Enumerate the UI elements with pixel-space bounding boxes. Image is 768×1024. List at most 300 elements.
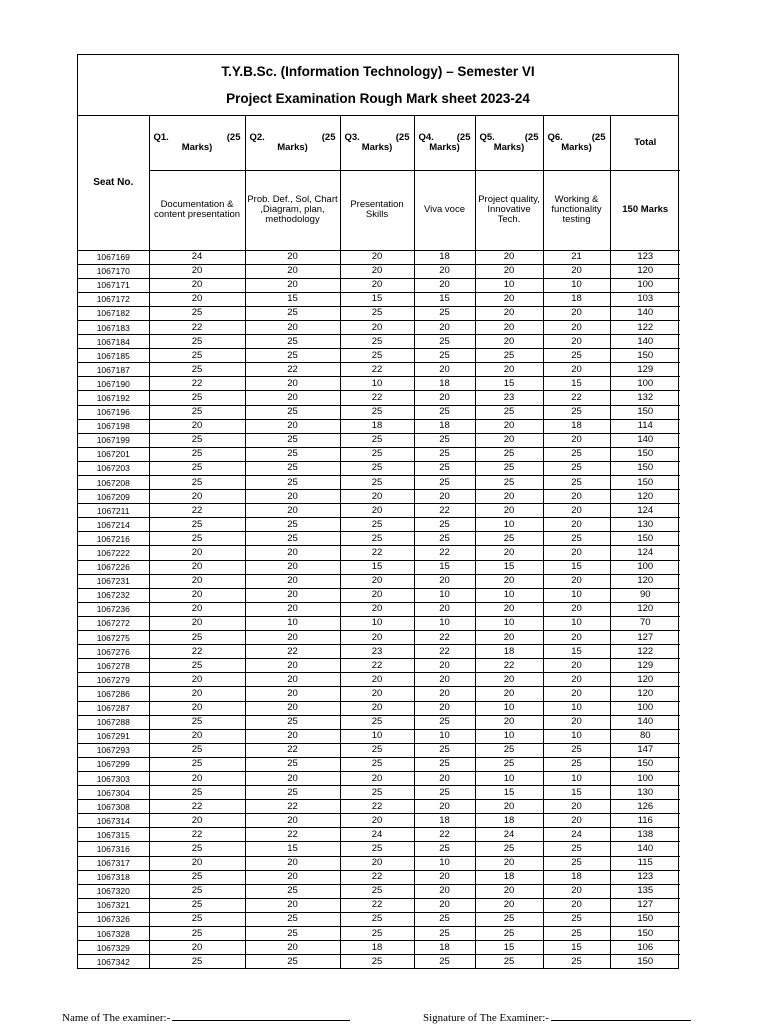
q5-cell: 25 bbox=[475, 743, 543, 757]
q4-cell: 10 bbox=[414, 856, 475, 870]
total-cell: 150 bbox=[610, 447, 680, 461]
seat-no-cell: 1067275 bbox=[78, 631, 149, 645]
seat-no-cell: 1067276 bbox=[78, 645, 149, 659]
q4-cell: 15 bbox=[414, 292, 475, 306]
q4-cell: 25 bbox=[414, 532, 475, 546]
seat-no-cell: 1067293 bbox=[78, 743, 149, 757]
q5-marks-unit: Marks) bbox=[493, 141, 525, 153]
q1-cell: 25 bbox=[149, 659, 245, 673]
q5-cell: 20 bbox=[475, 433, 543, 447]
q2-cell: 20 bbox=[245, 264, 340, 278]
q1-cell: 25 bbox=[149, 715, 245, 729]
table-row bbox=[78, 743, 680, 757]
table-row bbox=[78, 518, 680, 532]
q2-cell: 25 bbox=[245, 532, 340, 546]
q6-cell: 20 bbox=[543, 814, 610, 828]
table-row bbox=[78, 574, 680, 588]
q4-cell: 25 bbox=[414, 518, 475, 532]
table-header bbox=[78, 116, 680, 250]
q6-cell: 10 bbox=[543, 701, 610, 715]
table-body bbox=[78, 250, 680, 968]
q6-cell: 25 bbox=[543, 955, 610, 969]
q5-cell: 25 bbox=[475, 912, 543, 926]
seat-no-cell: 1067192 bbox=[78, 391, 149, 405]
q5-cell: 20 bbox=[475, 306, 543, 320]
q4-cell: 10 bbox=[414, 588, 475, 602]
table-row bbox=[78, 377, 680, 391]
q4-cell: 20 bbox=[414, 264, 475, 278]
q1-cell: 25 bbox=[149, 476, 245, 490]
table-row bbox=[78, 884, 680, 898]
q1-marks: (25 bbox=[226, 131, 241, 143]
q6-cell: 15 bbox=[543, 786, 610, 800]
q2-cell: 25 bbox=[245, 757, 340, 771]
q2-cell: 20 bbox=[245, 490, 340, 504]
q1-cell: 20 bbox=[149, 729, 245, 743]
q2-cell: 25 bbox=[245, 405, 340, 419]
q6-cell: 20 bbox=[543, 504, 610, 518]
q6-cell: 20 bbox=[543, 264, 610, 278]
q2-cell: 22 bbox=[245, 645, 340, 659]
q1-header bbox=[149, 116, 245, 170]
q3-cell: 20 bbox=[340, 490, 414, 504]
seat-no-cell: 1067172 bbox=[78, 292, 149, 306]
total-cell: 123 bbox=[610, 870, 680, 884]
table-row bbox=[78, 941, 680, 955]
q3-cell: 20 bbox=[340, 264, 414, 278]
q5-cell: 20 bbox=[475, 264, 543, 278]
sheet-subtitle: Project Examination Rough Mark sheet 2023-24 bbox=[226, 91, 530, 106]
q1-cell: 22 bbox=[149, 504, 245, 518]
q3-cell: 20 bbox=[340, 673, 414, 687]
q2-cell: 20 bbox=[245, 898, 340, 912]
q3-cell: 20 bbox=[340, 602, 414, 616]
q6-cell: 25 bbox=[543, 349, 610, 363]
q4-cell: 22 bbox=[414, 828, 475, 842]
q2-cell: 25 bbox=[245, 884, 340, 898]
q6-cell: 20 bbox=[543, 800, 610, 814]
q3-cell: 20 bbox=[340, 771, 414, 785]
q2-marks-unit: Marks) bbox=[277, 141, 308, 153]
q4-cell: 20 bbox=[414, 391, 475, 405]
table-row bbox=[78, 391, 680, 405]
q5-cell: 20 bbox=[475, 419, 543, 433]
seat-no-cell: 1067318 bbox=[78, 870, 149, 884]
q1-cell: 20 bbox=[149, 264, 245, 278]
seat-no-cell: 1067279 bbox=[78, 673, 149, 687]
table-row bbox=[78, 786, 680, 800]
q2-header bbox=[245, 116, 340, 170]
q6-cell: 18 bbox=[543, 419, 610, 433]
q3-cell: 25 bbox=[340, 447, 414, 461]
total-cell: 147 bbox=[610, 743, 680, 757]
total-cell: 150 bbox=[610, 405, 680, 419]
q5-cell: 20 bbox=[475, 884, 543, 898]
total-cell: 124 bbox=[610, 546, 680, 560]
q5-cell: 25 bbox=[475, 532, 543, 546]
total-cell: 135 bbox=[610, 884, 680, 898]
q2-cell: 20 bbox=[245, 574, 340, 588]
total-cell: 120 bbox=[610, 602, 680, 616]
q1-label: Q1. bbox=[153, 131, 169, 143]
q5-cell: 15 bbox=[475, 560, 543, 574]
q2-cell: 22 bbox=[245, 743, 340, 757]
q6-cell: 20 bbox=[543, 363, 610, 377]
q4-cell: 22 bbox=[414, 631, 475, 645]
q1-cell: 20 bbox=[149, 490, 245, 504]
q4-cell: 10 bbox=[414, 616, 475, 630]
table-row bbox=[78, 588, 680, 602]
q3-cell: 18 bbox=[340, 419, 414, 433]
q3-cell: 22 bbox=[340, 659, 414, 673]
q5-cell: 20 bbox=[475, 335, 543, 349]
q4-cell: 25 bbox=[414, 757, 475, 771]
q1-cell: 25 bbox=[149, 927, 245, 941]
q3-cell: 25 bbox=[340, 842, 414, 856]
q5-cell: 20 bbox=[475, 504, 543, 518]
q4-cell: 25 bbox=[414, 447, 475, 461]
q3-cell: 25 bbox=[340, 757, 414, 771]
q3-cell: 10 bbox=[340, 377, 414, 391]
q1-cell: 25 bbox=[149, 743, 245, 757]
q3-description: Presentation Skills bbox=[340, 170, 414, 250]
q3-cell: 25 bbox=[340, 349, 414, 363]
q6-cell: 15 bbox=[543, 645, 610, 659]
q6-cell: 20 bbox=[543, 715, 610, 729]
q4-cell: 20 bbox=[414, 898, 475, 912]
q5-cell: 10 bbox=[475, 729, 543, 743]
seat-no-cell: 1067170 bbox=[78, 264, 149, 278]
table-row bbox=[78, 490, 680, 504]
q6-cell: 10 bbox=[543, 771, 610, 785]
examiner-name-label: Name of The examiner:- bbox=[62, 1012, 171, 1024]
table-row bbox=[78, 306, 680, 320]
total-cell: 114 bbox=[610, 419, 680, 433]
total-cell: 124 bbox=[610, 504, 680, 518]
q6-cell: 20 bbox=[543, 518, 610, 532]
total-marks-header: 150 Marks bbox=[610, 170, 680, 250]
table-row bbox=[78, 335, 680, 349]
q1-cell: 20 bbox=[149, 941, 245, 955]
seat-no-cell: 1067314 bbox=[78, 814, 149, 828]
q5-cell: 20 bbox=[475, 631, 543, 645]
table-row bbox=[78, 659, 680, 673]
table-row bbox=[78, 616, 680, 630]
q4-cell: 25 bbox=[414, 335, 475, 349]
q4-cell: 18 bbox=[414, 941, 475, 955]
total-cell: 130 bbox=[610, 786, 680, 800]
q2-cell: 20 bbox=[245, 771, 340, 785]
seat-no-cell: 1067272 bbox=[78, 616, 149, 630]
q4-cell: 22 bbox=[414, 546, 475, 560]
total-cell: 120 bbox=[610, 264, 680, 278]
q2-cell: 25 bbox=[245, 927, 340, 941]
q1-cell: 25 bbox=[149, 461, 245, 475]
q4-cell: 22 bbox=[414, 645, 475, 659]
q1-cell: 25 bbox=[149, 631, 245, 645]
seat-no-cell: 1067187 bbox=[78, 363, 149, 377]
q5-label: Q5. bbox=[479, 131, 495, 143]
q2-cell: 25 bbox=[245, 447, 340, 461]
q4-header bbox=[414, 116, 475, 170]
q5-cell: 10 bbox=[475, 771, 543, 785]
seat-no-cell: 1067329 bbox=[78, 941, 149, 955]
q3-marks: (25 bbox=[395, 131, 410, 143]
q1-cell: 20 bbox=[149, 856, 245, 870]
table-row bbox=[78, 828, 680, 842]
table-row bbox=[78, 447, 680, 461]
seat-no-cell: 1067182 bbox=[78, 306, 149, 320]
q2-cell: 20 bbox=[245, 320, 340, 334]
q6-cell: 25 bbox=[543, 476, 610, 490]
q6-cell: 20 bbox=[543, 546, 610, 560]
q1-cell: 25 bbox=[149, 349, 245, 363]
q6-cell: 10 bbox=[543, 729, 610, 743]
seat-no-cell: 1067211 bbox=[78, 504, 149, 518]
q5-cell: 15 bbox=[475, 377, 543, 391]
q3-cell: 25 bbox=[340, 306, 414, 320]
q1-cell: 20 bbox=[149, 292, 245, 306]
q4-cell: 20 bbox=[414, 574, 475, 588]
seat-no-cell: 1067184 bbox=[78, 335, 149, 349]
q3-cell: 25 bbox=[340, 476, 414, 490]
q4-cell: 25 bbox=[414, 349, 475, 363]
q5-cell: 25 bbox=[475, 476, 543, 490]
q1-cell: 25 bbox=[149, 532, 245, 546]
seat-no-cell: 1067287 bbox=[78, 701, 149, 715]
seat-no-cell: 1067304 bbox=[78, 786, 149, 800]
total-cell: 132 bbox=[610, 391, 680, 405]
q2-cell: 22 bbox=[245, 363, 340, 377]
seat-no-cell: 1067291 bbox=[78, 729, 149, 743]
q5-cell: 20 bbox=[475, 673, 543, 687]
seat-no-cell: 1067316 bbox=[78, 842, 149, 856]
q3-cell: 25 bbox=[340, 433, 414, 447]
q3-header bbox=[340, 116, 414, 170]
q5-cell: 25 bbox=[475, 349, 543, 363]
q3-cell: 10 bbox=[340, 616, 414, 630]
total-cell: 116 bbox=[610, 814, 680, 828]
q6-cell: 20 bbox=[543, 320, 610, 334]
table-row bbox=[78, 320, 680, 334]
q2-cell: 25 bbox=[245, 306, 340, 320]
table-row bbox=[78, 405, 680, 419]
q3-cell: 22 bbox=[340, 546, 414, 560]
q5-cell: 18 bbox=[475, 870, 543, 884]
q3-cell: 25 bbox=[340, 335, 414, 349]
q4-cell: 20 bbox=[414, 884, 475, 898]
q4-cell: 18 bbox=[414, 250, 475, 264]
q1-cell: 22 bbox=[149, 800, 245, 814]
total-cell: 115 bbox=[610, 856, 680, 870]
q2-cell: 20 bbox=[245, 814, 340, 828]
seat-no-cell: 1067226 bbox=[78, 560, 149, 574]
table-row bbox=[78, 264, 680, 278]
q6-cell: 15 bbox=[543, 377, 610, 391]
seat-no-cell: 1067208 bbox=[78, 476, 149, 490]
q6-cell: 25 bbox=[543, 927, 610, 941]
q4-cell: 18 bbox=[414, 814, 475, 828]
q6-cell: 25 bbox=[543, 842, 610, 856]
table-row bbox=[78, 856, 680, 870]
q3-cell: 20 bbox=[340, 814, 414, 828]
q6-cell: 21 bbox=[543, 250, 610, 264]
table-row bbox=[78, 870, 680, 884]
table-row bbox=[78, 800, 680, 814]
seat-no-cell: 1067201 bbox=[78, 447, 149, 461]
q5-cell: 25 bbox=[475, 405, 543, 419]
total-cell: 80 bbox=[610, 729, 680, 743]
q4-cell: 20 bbox=[414, 870, 475, 884]
q6-cell: 25 bbox=[543, 912, 610, 926]
q4-label: Q4. bbox=[418, 131, 434, 143]
table-row bbox=[78, 349, 680, 363]
q3-cell: 20 bbox=[340, 701, 414, 715]
q1-cell: 20 bbox=[149, 673, 245, 687]
total-cell: 140 bbox=[610, 842, 680, 856]
q1-marks-unit: Marks) bbox=[181, 141, 213, 153]
q5-cell: 10 bbox=[475, 588, 543, 602]
q4-cell: 25 bbox=[414, 405, 475, 419]
table-row bbox=[78, 701, 680, 715]
seat-no-cell: 1067199 bbox=[78, 433, 149, 447]
q2-cell: 25 bbox=[245, 461, 340, 475]
total-cell: 150 bbox=[610, 349, 680, 363]
q6-cell: 18 bbox=[543, 870, 610, 884]
q2-cell: 20 bbox=[245, 377, 340, 391]
total-cell: 150 bbox=[610, 461, 680, 475]
q3-cell: 20 bbox=[340, 250, 414, 264]
q6-cell: 20 bbox=[543, 433, 610, 447]
total-cell: 150 bbox=[610, 955, 680, 969]
table-row bbox=[78, 292, 680, 306]
q3-cell: 23 bbox=[340, 645, 414, 659]
q6-cell: 24 bbox=[543, 828, 610, 842]
total-cell: 140 bbox=[610, 715, 680, 729]
q4-cell: 20 bbox=[414, 363, 475, 377]
q5-cell: 20 bbox=[475, 898, 543, 912]
table-row bbox=[78, 560, 680, 574]
q2-description: Prob. Def., Sol, Chart ,Diagram, plan, methodology bbox=[245, 170, 340, 250]
q3-cell: 20 bbox=[340, 856, 414, 870]
q3-cell: 25 bbox=[340, 786, 414, 800]
total-cell: 100 bbox=[610, 377, 680, 391]
table-row bbox=[78, 476, 680, 490]
q6-label: Q6. bbox=[547, 131, 563, 143]
seat-no-cell: 1067286 bbox=[78, 687, 149, 701]
q4-cell: 20 bbox=[414, 278, 475, 292]
seat-no-cell: 1067328 bbox=[78, 927, 149, 941]
q2-cell: 25 bbox=[245, 476, 340, 490]
q5-cell: 25 bbox=[475, 447, 543, 461]
q5-cell: 25 bbox=[475, 842, 543, 856]
total-header: Total bbox=[610, 116, 680, 170]
title-block bbox=[78, 55, 678, 116]
q2-cell: 25 bbox=[245, 518, 340, 532]
q5-cell: 20 bbox=[475, 602, 543, 616]
q2-cell: 20 bbox=[245, 687, 340, 701]
q6-cell: 25 bbox=[543, 447, 610, 461]
total-cell: 129 bbox=[610, 363, 680, 377]
q2-cell: 20 bbox=[245, 250, 340, 264]
q6-cell: 20 bbox=[543, 631, 610, 645]
total-cell: 130 bbox=[610, 518, 680, 532]
table-row bbox=[78, 433, 680, 447]
q2-cell: 10 bbox=[245, 616, 340, 630]
q4-cell: 25 bbox=[414, 743, 475, 757]
q4-cell: 10 bbox=[414, 729, 475, 743]
q4-cell: 15 bbox=[414, 560, 475, 574]
q6-cell: 25 bbox=[543, 532, 610, 546]
seat-no-cell: 1067315 bbox=[78, 828, 149, 842]
q1-cell: 20 bbox=[149, 560, 245, 574]
q6-cell: 15 bbox=[543, 560, 610, 574]
total-cell: 129 bbox=[610, 659, 680, 673]
q5-cell: 20 bbox=[475, 546, 543, 560]
q4-cell: 25 bbox=[414, 433, 475, 447]
q5-cell: 10 bbox=[475, 518, 543, 532]
q3-cell: 25 bbox=[340, 743, 414, 757]
q1-cell: 20 bbox=[149, 419, 245, 433]
q5-cell: 25 bbox=[475, 461, 543, 475]
q4-cell: 20 bbox=[414, 490, 475, 504]
q2-cell: 15 bbox=[245, 842, 340, 856]
table-row bbox=[78, 631, 680, 645]
q6-cell: 25 bbox=[543, 856, 610, 870]
q1-cell: 22 bbox=[149, 320, 245, 334]
table-row bbox=[78, 504, 680, 518]
total-cell: 140 bbox=[610, 335, 680, 349]
q2-cell: 20 bbox=[245, 560, 340, 574]
q6-cell: 25 bbox=[543, 757, 610, 771]
q5-cell: 10 bbox=[475, 701, 543, 715]
table-row bbox=[78, 419, 680, 433]
q4-cell: 25 bbox=[414, 306, 475, 320]
q1-cell: 25 bbox=[149, 884, 245, 898]
q1-cell: 20 bbox=[149, 574, 245, 588]
q2-cell: 20 bbox=[245, 631, 340, 645]
q6-cell: 20 bbox=[543, 490, 610, 504]
q3-cell: 25 bbox=[340, 927, 414, 941]
q5-cell: 24 bbox=[475, 828, 543, 842]
total-cell: 150 bbox=[610, 532, 680, 546]
total-cell: 123 bbox=[610, 250, 680, 264]
q1-cell: 25 bbox=[149, 447, 245, 461]
q3-cell: 20 bbox=[340, 588, 414, 602]
q5-cell: 25 bbox=[475, 757, 543, 771]
table-row bbox=[78, 532, 680, 546]
q6-cell: 25 bbox=[543, 743, 610, 757]
seat-no-cell: 1067231 bbox=[78, 574, 149, 588]
q3-cell: 15 bbox=[340, 292, 414, 306]
q5-cell: 20 bbox=[475, 490, 543, 504]
q5-description: Project quality, Innovative Tech. bbox=[475, 170, 543, 250]
total-cell: 106 bbox=[610, 941, 680, 955]
q1-cell: 20 bbox=[149, 771, 245, 785]
seat-no-cell: 1067299 bbox=[78, 757, 149, 771]
table-row bbox=[78, 898, 680, 912]
q1-cell: 25 bbox=[149, 955, 245, 969]
examiner-signature-line bbox=[551, 1010, 691, 1021]
q3-cell: 25 bbox=[340, 912, 414, 926]
seat-no-cell: 1067169 bbox=[78, 250, 149, 264]
table-row bbox=[78, 955, 680, 969]
q4-description: Viva voce bbox=[414, 170, 475, 250]
q5-cell: 20 bbox=[475, 800, 543, 814]
q3-cell: 20 bbox=[340, 574, 414, 588]
q3-label: Q3. bbox=[344, 131, 360, 143]
q6-cell: 10 bbox=[543, 588, 610, 602]
